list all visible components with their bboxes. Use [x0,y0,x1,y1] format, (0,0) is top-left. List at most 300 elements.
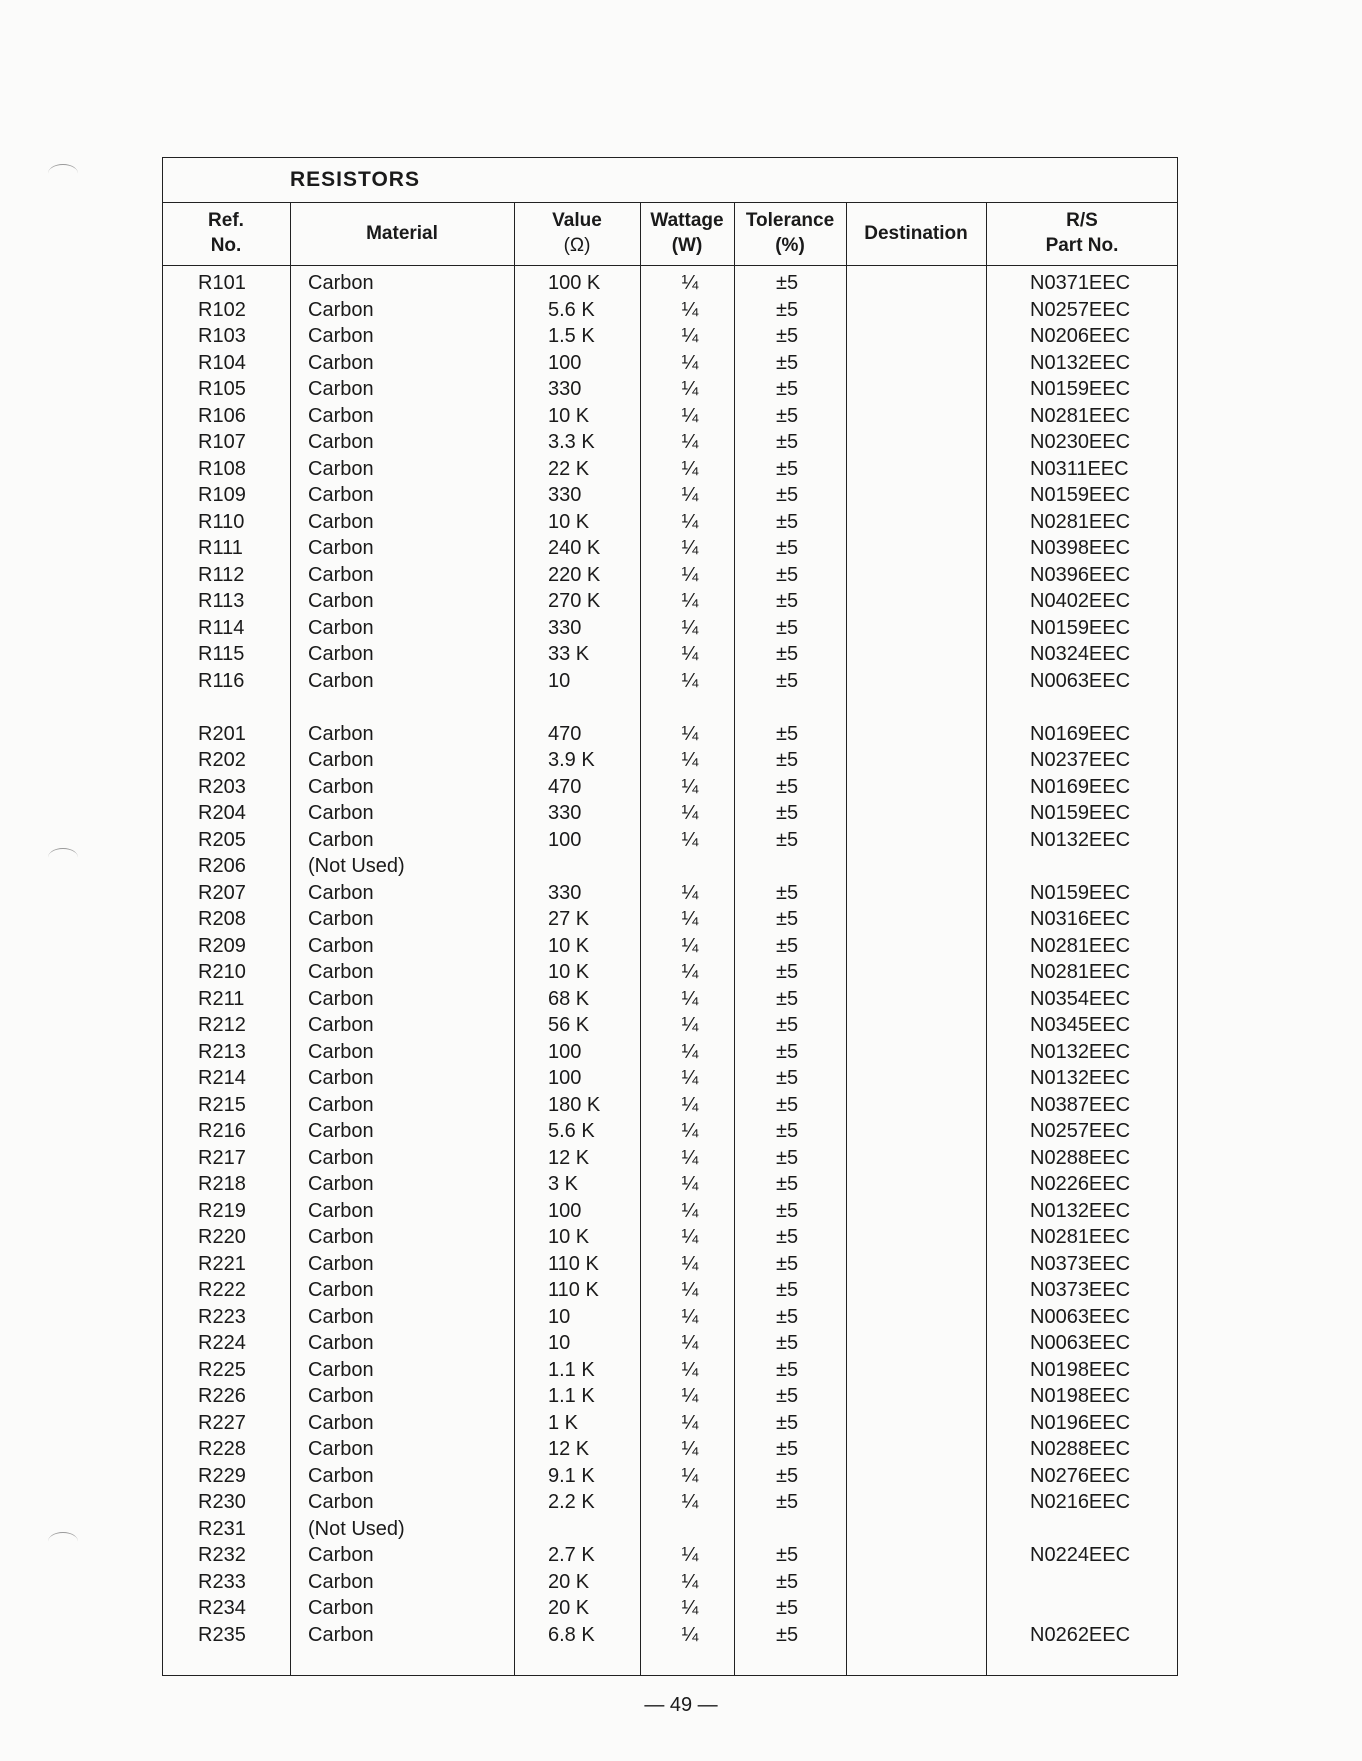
table-row [0,1410,1362,1436]
table-row [0,297,1362,323]
cell-value: 10 K [548,404,590,427]
cell-material: Carbon [308,404,374,427]
cell-value: 1.5 K [548,325,595,347]
cell-value: 10 [548,1305,571,1328]
cell-tolerance: ±5 [776,1411,799,1434]
cell-part: N0398EEC [1030,537,1131,559]
cell-wattage: ¼ [681,1305,699,1328]
cell-part: N0373EEC [1030,1252,1131,1275]
cell-material: Carbon [308,722,374,745]
cell-wattage: ¼ [681,934,699,957]
cell-ref: R113 [198,590,245,612]
cell-material: Carbon [308,1252,374,1275]
cell-part: N0198EEC [1030,1385,1131,1407]
cell-wattage: ¼ [681,457,699,480]
cell-material: Carbon [308,749,374,771]
cell-tolerance: ±5 [776,1597,799,1619]
cell-wattage: ¼ [681,881,699,904]
table-row [0,588,1362,614]
cell-wattage: ¼ [681,1279,699,1301]
cell-tolerance: ±5 [776,431,799,453]
cell-wattage: ¼ [681,616,699,639]
cell-tolerance: ±5 [776,1491,799,1513]
table-row [0,1569,1362,1595]
cell-ref: R213 [198,1040,246,1063]
cell-ref: R218 [198,1173,246,1195]
cell-ref: R201 [198,722,246,745]
cell-wattage: ¼ [681,1093,699,1116]
cell-wattage: ¼ [681,510,699,533]
cell-part: N0281EEC [1030,961,1131,983]
cell-part: N0132EEC [1030,1067,1131,1089]
cell-part: N0063EEC [1030,1305,1131,1328]
cell-part: N0198EEC [1030,1358,1131,1381]
cell-value: 100 K [548,272,601,294]
cell-ref: R212 [198,1014,246,1036]
cell-wattage: ¼ [681,1252,699,1275]
cell-part: N0288EEC [1030,1438,1131,1460]
cell-ref: R101 [198,272,246,294]
cell-material: Carbon [308,298,374,321]
cell-tolerance: ±5 [776,802,799,824]
cell-ref: R114 [198,616,245,639]
cell-tolerance: ±5 [776,1332,799,1354]
cell-part: N0354EEC [1030,987,1131,1010]
cell-ref: R204 [198,802,246,824]
cell-material: Carbon [308,669,374,692]
cell-ref: R112 [198,563,245,586]
header-divider [162,265,1178,266]
cell-tolerance: ±5 [776,1040,799,1063]
cell-value: 100 [548,351,582,374]
cell-material: Carbon [308,1067,374,1089]
cell-value: 27 K [548,908,590,930]
cell-tolerance: ±5 [776,881,799,904]
cell-value: 6.8 K [548,1623,595,1646]
cell-value: 1.1 K [548,1358,595,1381]
cell-ref: R219 [198,1199,246,1222]
table-row [0,1039,1362,1065]
table-row [0,641,1362,667]
table-row [0,1251,1362,1277]
cell-wattage: ¼ [681,1120,699,1142]
table-row [0,1277,1362,1303]
cell-tolerance: ±5 [776,351,799,374]
cell-material: Carbon [308,1623,374,1646]
cell-ref: R234 [198,1597,246,1619]
cell-ref: R203 [198,775,246,798]
cell-wattage: ¼ [681,643,699,665]
cell-material: Carbon [308,590,374,612]
cell-part: N0402EEC [1030,590,1131,612]
cell-ref: R108 [198,457,246,480]
cell-ref: R115 [198,643,245,665]
cell-tolerance: ±5 [776,722,799,745]
cell-part: N0281EEC [1030,934,1131,957]
cell-material: Carbon [308,325,374,347]
table-row [0,1304,1362,1330]
cell-part: N0169EEC [1030,722,1131,745]
table-row [0,1330,1362,1356]
table-row [0,562,1362,588]
section-title: RESISTORS [290,168,420,191]
cell-material: Carbon [308,563,374,586]
table-row [0,986,1362,1012]
cell-wattage: ¼ [681,961,699,983]
table-row [0,747,1362,773]
cell-material: Carbon [308,484,374,506]
cell-value: 330 [548,802,582,824]
cell-value: 10 K [548,510,590,533]
cell-value: 470 [548,775,582,798]
cell-value: 20 K [548,1597,590,1619]
cell-tolerance: ±5 [776,1199,799,1222]
header-destination: Destination [864,223,968,244]
cell-part: N0159EEC [1030,484,1131,506]
cell-material: Carbon [308,987,374,1010]
cell-material: Carbon [308,934,374,957]
cell-material: Carbon [308,1464,374,1487]
cell-value: 330 [548,378,582,400]
table-row [0,959,1362,985]
cell-material: Carbon [308,1358,374,1381]
cell-material: Carbon [308,1014,374,1036]
cell-value: 10 K [548,934,590,957]
cell-material: Carbon [308,1570,374,1593]
cell-material: (Not Used) [308,1517,405,1540]
cell-wattage: ¼ [681,1067,699,1089]
title-divider [162,202,1178,203]
cell-wattage: ¼ [681,537,699,559]
table-row [0,535,1362,561]
table-row [0,1145,1362,1171]
cell-ref: R102 [198,298,246,321]
cell-tolerance: ±5 [776,1226,799,1248]
cell-material: Carbon [308,1226,374,1248]
header-part-no: R/S Part No. [1045,210,1119,256]
table-row [0,1516,1362,1542]
cell-tolerance: ±5 [776,1570,799,1593]
cell-value: 20 K [548,1570,590,1593]
cell-part: N0132EEC [1030,1199,1131,1222]
table-row [0,1383,1362,1409]
cell-value: 3.9 K [548,749,595,771]
cell-wattage: ¼ [681,1623,699,1646]
cell-value: 180 K [548,1093,601,1116]
header-wattage: Wattage (W) [650,210,724,256]
cell-material: Carbon [308,643,374,665]
cell-tolerance: ±5 [776,908,799,930]
cell-part: N0281EEC [1030,404,1131,427]
cell-ref: R110 [198,510,245,533]
cell-wattage: ¼ [681,908,699,930]
cell-ref: R109 [198,484,246,506]
cell-value: 12 K [548,1438,590,1460]
cell-ref: R230 [198,1491,246,1513]
table-row [0,1436,1362,1462]
cell-material: Carbon [308,1279,374,1301]
cell-material: Carbon [308,961,374,983]
table-row [0,376,1362,402]
cell-tolerance: ±5 [776,1385,799,1407]
cell-ref: R205 [198,828,246,851]
table-row [0,933,1362,959]
table-row [0,1065,1362,1091]
cell-ref: R217 [198,1146,246,1169]
cell-wattage: ¼ [681,404,699,427]
cell-value: 2.2 K [548,1491,595,1513]
cell-part: N0396EEC [1030,563,1131,586]
cell-wattage: ¼ [681,1597,699,1619]
cell-tolerance: ±5 [776,1623,799,1646]
cell-wattage: ¼ [681,1226,699,1248]
cell-part: N0316EEC [1030,908,1131,930]
cell-tolerance: ±5 [776,1014,799,1036]
cell-ref: R116 [198,669,245,692]
cell-material: Carbon [308,1411,374,1434]
cell-wattage: ¼ [681,1385,699,1407]
cell-material: Carbon [308,775,374,798]
cell-material: (Not Used) [308,855,405,877]
table-row [0,482,1362,508]
cell-tolerance: ±5 [776,669,799,692]
cell-value: 10 [548,669,571,692]
cell-wattage: ¼ [681,987,699,1010]
cell-value: 330 [548,616,582,639]
cell-material: Carbon [308,378,374,400]
cell-material: Carbon [308,272,374,294]
cell-wattage: ¼ [681,1491,699,1513]
cell-ref: R226 [198,1385,246,1407]
cell-tolerance: ±5 [776,961,799,983]
cell-value: 220 K [548,563,601,586]
table-row [0,827,1362,853]
cell-value: 22 K [548,457,590,480]
cell-material: Carbon [308,802,374,824]
cell-material: Carbon [308,1093,374,1116]
cell-tolerance: ±5 [776,775,799,798]
table-row [0,350,1362,376]
cell-material: Carbon [308,351,374,374]
cell-wattage: ¼ [681,1199,699,1222]
cell-part: N0224EEC [1030,1544,1131,1566]
cell-value: 68 K [548,987,590,1010]
cell-part: N0063EEC [1030,669,1131,692]
cell-material: Carbon [308,1173,374,1195]
cell-part: N0345EEC [1030,1014,1131,1036]
cell-value: 2.7 K [548,1544,595,1566]
cell-wattage: ¼ [681,669,699,692]
cell-wattage: ¼ [681,563,699,586]
cell-part: N0159EEC [1030,378,1131,400]
cell-ref: R225 [198,1358,246,1381]
cell-ref: R107 [198,431,246,453]
cell-ref: R215 [198,1093,246,1116]
cell-tolerance: ±5 [776,298,799,321]
cell-part: N0159EEC [1030,802,1131,824]
cell-part: N0159EEC [1030,881,1131,904]
table-row [0,403,1362,429]
cell-value: 10 [548,1332,571,1354]
cell-ref: R214 [198,1067,246,1089]
table-row [0,1012,1362,1038]
table-row [0,1224,1362,1250]
cell-wattage: ¼ [681,1411,699,1434]
cell-part: N0206EEC [1030,325,1131,347]
cell-material: Carbon [308,1199,374,1222]
cell-tolerance: ±5 [776,1305,799,1328]
cell-part: N0281EEC [1030,510,1131,533]
cell-value: 1 K [548,1411,579,1434]
cell-tolerance: ±5 [776,1067,799,1089]
cell-value: 240 K [548,537,601,559]
table-row [0,853,1362,879]
cell-part: N0132EEC [1030,828,1131,851]
cell-value: 100 [548,828,582,851]
cell-ref: R208 [198,908,246,930]
cell-part: N0262EEC [1030,1623,1131,1646]
cell-ref: R207 [198,881,246,904]
cell-ref: R216 [198,1120,246,1142]
cell-value: 110 K [548,1252,599,1275]
cell-part: N0216EEC [1030,1491,1131,1513]
cell-tolerance: ±5 [776,1173,799,1195]
cell-wattage: ¼ [681,1014,699,1036]
cell-tolerance: ±5 [776,1093,799,1116]
cell-wattage: ¼ [681,828,699,851]
cell-ref: R232 [198,1544,246,1566]
cell-part: N0311EEC [1030,457,1129,480]
cell-tolerance: ±5 [776,1279,799,1301]
cell-tolerance: ±5 [776,325,799,347]
table-row [0,615,1362,641]
cell-tolerance: ±5 [776,643,799,665]
cell-part: N0257EEC [1030,1120,1131,1142]
cell-ref: R106 [198,404,246,427]
cell-tolerance: ±5 [776,749,799,771]
cell-wattage: ¼ [681,1438,699,1460]
cell-tolerance: ±5 [776,510,799,533]
cell-ref: R228 [198,1438,246,1460]
cell-value: 5.6 K [548,1120,595,1142]
cell-tolerance: ±5 [776,934,799,957]
table-row [0,1198,1362,1224]
cell-part: N0169EEC [1030,775,1131,798]
cell-part: N0196EEC [1030,1411,1131,1434]
cell-wattage: ¼ [681,1464,699,1487]
header-material: Material [366,223,438,244]
cell-part: N0159EEC [1030,616,1131,639]
cell-material: Carbon [308,1120,374,1142]
cell-ref: R233 [198,1570,246,1593]
cell-material: Carbon [308,1332,374,1354]
table-row [0,1595,1362,1621]
cell-tolerance: ±5 [776,1120,799,1142]
cell-value: 330 [548,484,582,506]
cell-tolerance: ±5 [776,457,799,480]
cell-wattage: ¼ [681,722,699,745]
cell-material: Carbon [308,537,374,559]
cell-ref: R206 [198,855,246,877]
cell-tolerance: ±5 [776,272,799,294]
cell-material: Carbon [308,1544,374,1566]
cell-part: N0257EEC [1030,298,1131,321]
header-tolerance: Tolerance (%) [745,210,835,256]
cell-wattage: ¼ [681,590,699,612]
table-row [0,668,1362,694]
cell-tolerance: ±5 [776,1146,799,1169]
cell-material: Carbon [308,431,374,453]
table-row [0,509,1362,535]
cell-material: Carbon [308,1385,374,1407]
cell-ref: R104 [198,351,246,374]
cell-wattage: ¼ [681,749,699,771]
cell-ref: R220 [198,1226,246,1248]
cell-part: N0063EEC [1030,1332,1131,1354]
cell-value: 470 [548,722,582,745]
cell-ref: R211 [198,987,245,1010]
cell-material: Carbon [308,1438,374,1460]
cell-tolerance: ±5 [776,1438,799,1460]
cell-ref: R221 [198,1252,246,1275]
cell-wattage: ¼ [681,1332,699,1354]
table-row [0,429,1362,455]
table-row [0,1463,1362,1489]
cell-ref: R229 [198,1464,246,1487]
cell-part: N0324EEC [1030,643,1131,665]
page-number: — 49 — [644,1694,718,1716]
cell-part: N0288EEC [1030,1146,1131,1169]
header-ref-no: Ref. No. [208,210,244,256]
cell-material: Carbon [308,510,374,533]
cell-ref: R227 [198,1411,246,1434]
cell-part: N0226EEC [1030,1173,1131,1195]
cell-material: Carbon [308,1040,374,1063]
cell-value: 5.6 K [548,298,595,321]
cell-ref: R111 [198,537,243,559]
cell-tolerance: ±5 [776,1464,799,1487]
cell-part: N0230EEC [1030,431,1131,453]
cell-tolerance: ±5 [776,1252,799,1275]
table-row [0,270,1362,296]
cell-ref: R231 [198,1517,246,1540]
table-row [0,1542,1362,1568]
cell-ref: R209 [198,934,246,957]
cell-tolerance: ±5 [776,1544,799,1566]
cell-wattage: ¼ [681,484,699,506]
cell-wattage: ¼ [681,325,699,347]
cell-value: 100 [548,1199,582,1222]
cell-tolerance: ±5 [776,378,799,400]
cell-material: Carbon [308,881,374,904]
cell-value: 1.1 K [548,1385,595,1407]
cell-tolerance: ±5 [776,1358,799,1381]
cell-tolerance: ±5 [776,987,799,1010]
cell-wattage: ¼ [681,1358,699,1381]
cell-value: 56 K [548,1014,590,1036]
cell-tolerance: ±5 [776,484,799,506]
cell-tolerance: ±5 [776,404,799,427]
cell-ref: R223 [198,1305,246,1328]
table-row [0,323,1362,349]
cell-part: N0281EEC [1030,1226,1131,1248]
cell-tolerance: ±5 [776,563,799,586]
cell-ref: R103 [198,325,246,347]
cell-wattage: ¼ [681,431,699,453]
cell-ref: R224 [198,1332,246,1354]
table-row [0,456,1362,482]
cell-part: N0387EEC [1030,1093,1131,1116]
